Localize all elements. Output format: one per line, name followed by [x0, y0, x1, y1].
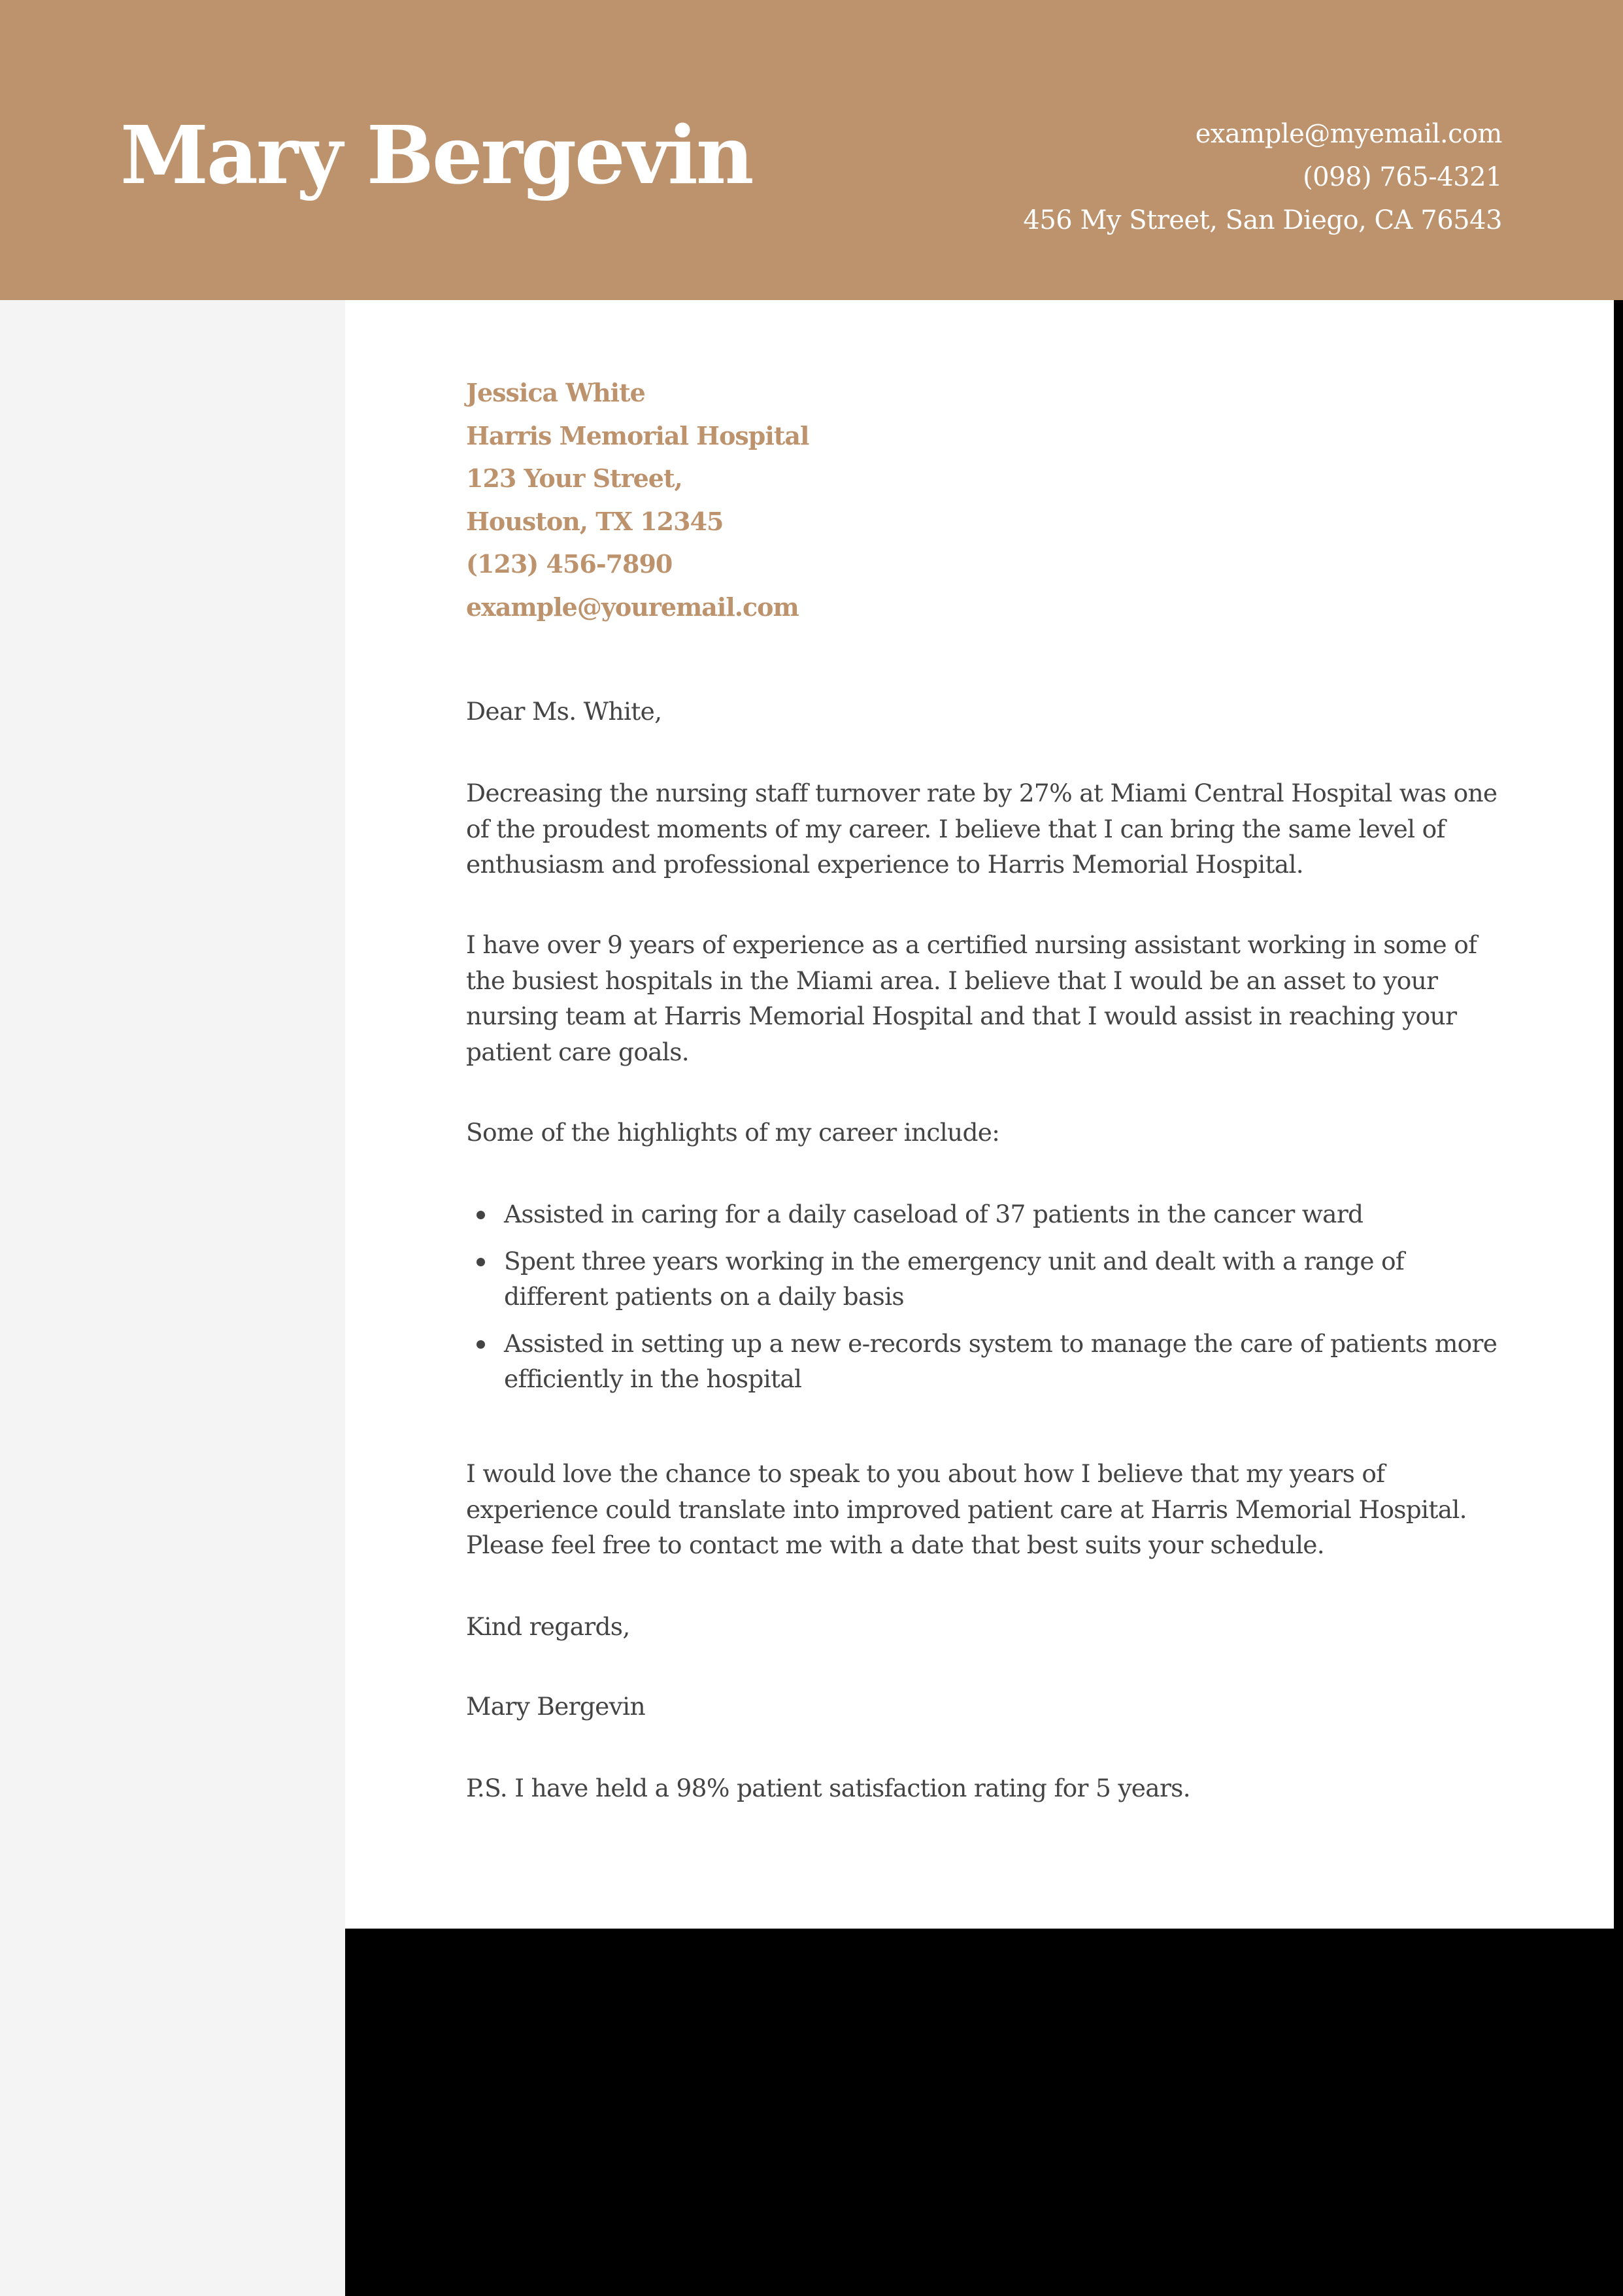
empty-canvas-area: [345, 1929, 1623, 2296]
sender-address: 456 My Street, San Diego, CA 76543: [1023, 205, 1502, 235]
sender-name: Mary Bergevin: [120, 108, 752, 202]
bullet-icon: [477, 1340, 485, 1349]
recipient-name: Jessica White: [466, 378, 645, 407]
intro-paragraph: Decreasing the nursing staff turnover rate by 27% at Miami Central Hospital was one of the proudest moments of my career. I believe that I can bring the same level of enthusiasm and professional experience to Harris Memorial Hospital.: [466, 779, 1498, 879]
recipient-email: example@youremail.com: [466, 592, 799, 622]
bullet-icon: [477, 1211, 485, 1219]
recipient-street: 123 Your Street,: [466, 464, 682, 494]
bullet-icon: [477, 1258, 485, 1266]
salutation: Dear Ms. White,: [466, 697, 662, 726]
sign-off: Kind regards,: [466, 1612, 630, 1641]
recipient-phone: (123) 456-7890: [466, 549, 673, 579]
left-margin-panel: [0, 0, 345, 2296]
recipient-organization: Harris Memorial Hospital: [466, 420, 809, 450]
closing-paragraph: I would love the chance to speak to you about how I believe that my years of experience could translate into improved patient care at Harris Memorial Hospital. Please feel free to contact me with a date that best suits your schedule.: [466, 1459, 1467, 1560]
sender-email: example@myemail.com: [1195, 119, 1502, 149]
experience-paragraph: I have over 9 years of experience as a certified nursing assistant working in some of the busiest hospitals in the Miami area. I believe that I would be an asset to your nursing team at Harris Memorial Hospital and that I would assist in reaching your patient care goals.: [466, 930, 1477, 1066]
postscript: P.S. I have held a 98% patient satisfaction rating for 5 years.: [466, 1774, 1190, 1802]
highlights-intro: Some of the highlights of my career include:: [466, 1118, 1000, 1147]
list-item: Assisted in caring for a daily caseload of 37 patients in the cancer ward: [466, 1196, 1505, 1232]
list-item: Spent three years working in the emergency unit and dealt with a range of different patients on a daily basis: [466, 1243, 1505, 1315]
sender-phone: (098) 765-4321: [1303, 162, 1502, 192]
letterhead-banner: [0, 0, 1623, 300]
recipient-city: Houston, TX 12345: [466, 506, 724, 536]
recipient-block: [466, 371, 809, 629]
signature: Mary Bergevin: [466, 1692, 645, 1721]
list-item: Assisted in setting up a new e-records system to manage the care of patients more efficiently in the hospital: [466, 1326, 1505, 1397]
highlights-list: [466, 1196, 1505, 1408]
sender-contact: [1023, 112, 1502, 242]
